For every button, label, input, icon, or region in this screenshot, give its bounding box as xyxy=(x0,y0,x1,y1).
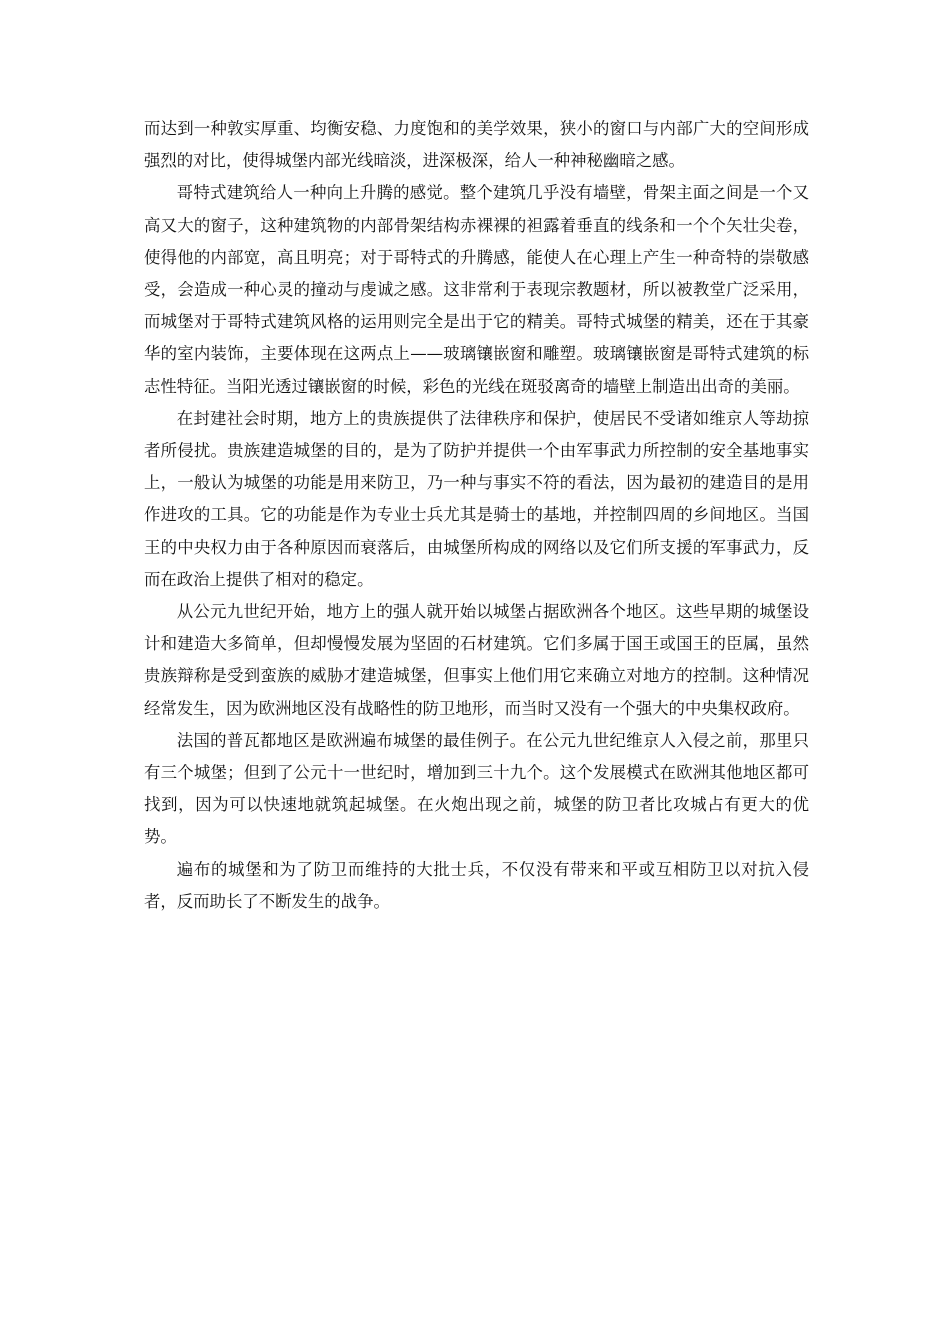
paragraph-2: 哥特式建筑给人一种向上升腾的感觉。整个建筑几乎没有墙壁，骨架主面之间是一个又高又大的窗子，这种建筑物的内部骨架结构赤裸裸的袒露着垂直的线条和一个个矢壮尖卷，使得他的内部宽，高且明亮；对于哥特式的升腾感，能使人在心理上产生一种奇特的崇敬感受，会造成一种心灵的撞动与虔诚之感。这非常利于表现宗教题材，所以被教堂广泛采用，而城堡对于哥特式建筑风格的运用则完全是出于它的精美。哥特式城堡的精美，还在于其豪华的室内装饰，主要体现在这两点上——玻璃镶嵌窗和雕塑。玻璃镶嵌窗是哥特式建筑的标志性特征。当阳光透过镶嵌窗的时候，彩色的光线在斑驳离奇的墙壁上制造出出奇的美丽。 xyxy=(144,183,809,396)
paragraph-3: 在封建社会时期，地方上的贵族提供了法律秩序和保护，使居民不受诸如维京人等劫掠者所侵扰。贵族建造城堡的目的，是为了防护并提供一个由军事武力所控制的安全基地事实上，一般认为城堡的功能是用来防卫，乃一种与事实不符的看法，因为最初的建造目的是用作进攻的工具。它的功能是作为专业士兵尤其是骑士的基地，并控制四周的乡间地区。当国王的中央权力由于各种原因而衰落后，由城堡所构成的网络以及它们所支援的军事武力，反而在政治上提供了相对的稳定。 xyxy=(144,408,809,589)
paragraph-6: 遍布的城堡和为了防卫而维持的大批士兵，不仅没有带来和平或互相防卫以对抗入侵者，反而助长了不断发生的战争。 xyxy=(144,859,809,911)
document-body xyxy=(144,113,809,918)
paragraph-4: 从公元九世纪开始，地方上的强人就开始以城堡占据欧洲各个地区。这些早期的城堡设计和建造大多简单，但却慢慢发展为坚固的石材建筑。它们多属于国王或国王的臣属，虽然贵族辩称是受到蛮族的威胁才建造城堡，但事实上他们用它来确立对地方的控制。这种情况经常发生，因为欧洲地区没有战略性的防卫地形，而当时又没有一个强大的中央集权政府。 xyxy=(144,602,809,718)
paragraph-1: 而达到一种敦实厚重、均衡安稳、力度饱和的美学效果，狭小的窗口与内部广大的空间形成强烈的对比，使得城堡内部光线暗淡，进深极深，给人一种神秘幽暗之感。 xyxy=(144,119,809,171)
paragraph-5: 法国的普瓦都地区是欧洲遍布城堡的最佳例子。在公元九世纪维京人入侵之前，那里只有三个城堡；但到了公元十一世纪时，增加到三十九个。这个发展模式在欧洲其他地区都可找到，因为可以快速地就筑起城堡。在火炮出现之前，城堡的防卫者比攻城占有更大的优势。 xyxy=(144,730,809,847)
